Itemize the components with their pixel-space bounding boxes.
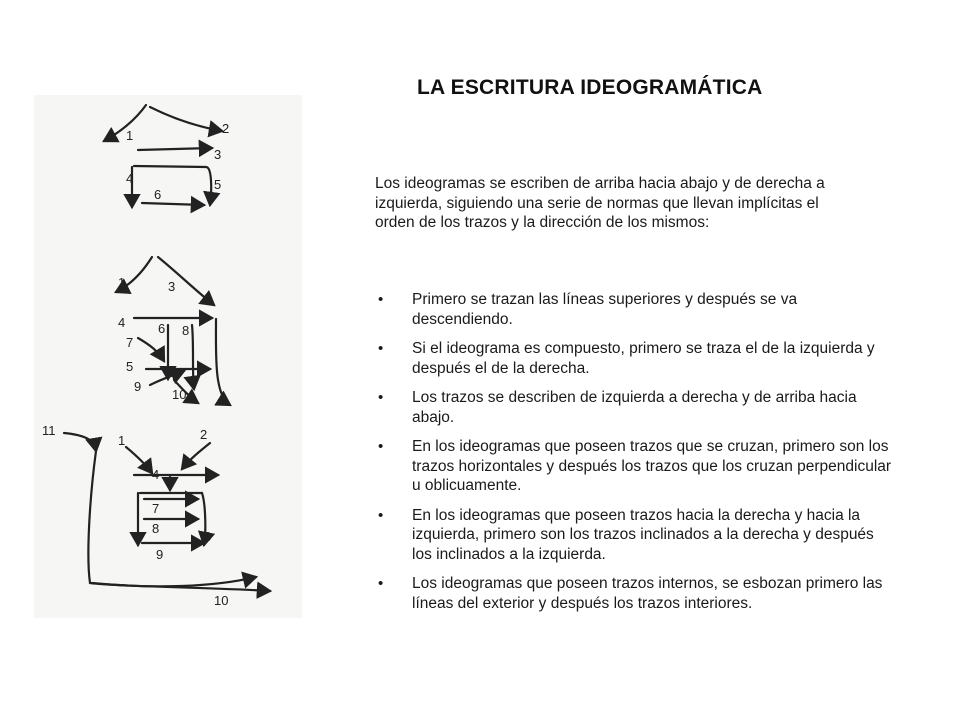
bullet-icon: • bbox=[378, 575, 384, 592]
char3-stroke-11 bbox=[64, 433, 96, 451]
list-item bbox=[375, 388, 895, 427]
char2-label-6: 6 bbox=[158, 321, 166, 336]
slide-title: LA ESCRITURA IDEOGRAMÁTICA bbox=[417, 76, 763, 99]
char1-stroke-5 bbox=[134, 166, 211, 205]
bullet-icon: • bbox=[378, 389, 384, 406]
char1-stroke-2 bbox=[150, 107, 222, 131]
char2-label-10: 10 bbox=[172, 387, 187, 402]
bullet-icon: • bbox=[378, 506, 384, 524]
char3-stroke-2 bbox=[182, 443, 210, 469]
char3-label-9: 9 bbox=[156, 547, 164, 562]
list-item bbox=[375, 437, 895, 496]
stroke-order-diagram bbox=[34, 95, 302, 618]
char2-stroke-3 bbox=[158, 257, 214, 305]
char2-stroke-7 bbox=[138, 338, 164, 361]
char3-label-11: 11 bbox=[42, 423, 56, 438]
char2-stroke-extra bbox=[216, 319, 230, 405]
char1-label-3: 3 bbox=[214, 147, 222, 162]
char3-label-10: 10 bbox=[214, 593, 229, 608]
list-item-text: En los ideogramas que poseen trazos que se cruzan, primero son los trazos horizontales y después los trazos que los cruzan perpendicular u oblicuamente. bbox=[412, 438, 892, 494]
char2-stroke-8 bbox=[192, 325, 194, 389]
char3-label-7: 7 bbox=[152, 501, 160, 516]
list-item-text: Los trazos se describen de izquierda a derecha y de arriba hacia abajo. bbox=[412, 389, 857, 426]
char1-stroke-3 bbox=[138, 148, 212, 150]
char2-label-7: 7 bbox=[126, 335, 134, 350]
list-item bbox=[375, 339, 895, 378]
list-item bbox=[375, 290, 895, 329]
char1-label-6: 6 bbox=[154, 187, 162, 202]
char2-label-4: 4 bbox=[118, 315, 126, 330]
rules-list bbox=[375, 290, 895, 623]
char2-label-3: 3 bbox=[168, 279, 176, 294]
bullet-icon: • bbox=[378, 438, 384, 455]
char3-label-6: 6 bbox=[204, 529, 212, 544]
char3-label-1: 1 bbox=[118, 433, 126, 448]
char3-stroke-1 bbox=[126, 447, 152, 473]
char1-stroke-1 bbox=[104, 105, 146, 141]
list-item-text: Los ideogramas que poseen trazos internos, se esbozan primero las líneas del exterior y después los trazos interiores. bbox=[412, 575, 883, 612]
list-item-text: Si el ideograma es compuesto, primero se traza el de la izquierda y después el de la derecha. bbox=[412, 340, 875, 377]
char2-label-1: 1 bbox=[118, 275, 126, 290]
char3-label-2: 2 bbox=[200, 427, 208, 442]
char3-label-8: 8 bbox=[152, 521, 160, 536]
stroke-order-figure bbox=[34, 95, 302, 618]
char3-stroke-outer bbox=[88, 451, 270, 591]
char2-label-8: 8 bbox=[182, 323, 190, 338]
char3-label-4: 4 bbox=[152, 467, 160, 482]
char2-label-9: 9 bbox=[134, 379, 142, 394]
char1-label-1: 1 bbox=[126, 128, 134, 143]
bullet-icon: • bbox=[378, 291, 384, 308]
char3-stroke-10 bbox=[92, 577, 256, 586]
char1-label-2: 2 bbox=[222, 121, 230, 136]
char1-stroke-6 bbox=[142, 203, 204, 205]
char2-label-5: 5 bbox=[126, 359, 134, 374]
list-item-text: En los ideogramas que poseen trazos hacia la derecha y hacia la izquierda, primero son los trazos inclinados a la derecha y después los inclinados a la izquierda. bbox=[412, 506, 874, 563]
list-item bbox=[375, 506, 895, 565]
char1-label-4: 4 bbox=[126, 171, 134, 186]
char1-label-5: 5 bbox=[214, 177, 222, 192]
bullet-icon: • bbox=[378, 340, 384, 357]
list-item-text: Primero se trazan las líneas superiores y después se va descendiendo. bbox=[412, 291, 798, 328]
list-item bbox=[375, 574, 895, 613]
intro-paragraph: Los ideogramas se escriben de arriba hacia abajo y de derecha a izquierda, siguiendo una serie de normas que llevan implícitas el orden de los trazos y la dirección de los mismos: bbox=[375, 175, 825, 231]
